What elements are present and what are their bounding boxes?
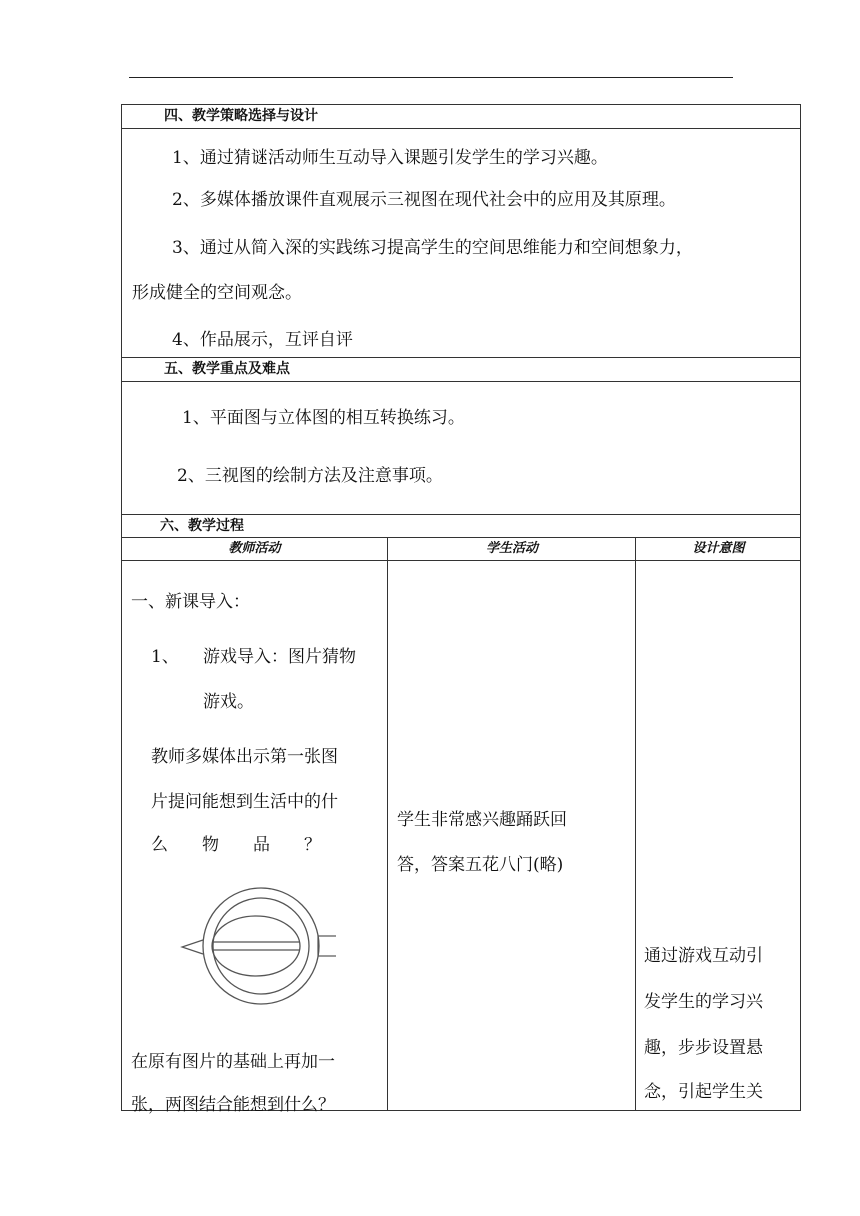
column-divider-2 (635, 537, 636, 1111)
column-header-teacher: 教师活动 (121, 537, 388, 561)
strategy-section (121, 104, 801, 358)
key-points-section (121, 357, 801, 515)
teacher-step-number: 1、 (151, 647, 179, 667)
key-point-2: 2、三视图的绘制方法及注意事项。 (177, 466, 443, 486)
lesson-plan-table (121, 104, 803, 1115)
teacher-paragraph-1-line-2: 片提问能想到生活中的什 (151, 792, 338, 812)
key-point-1: 1、平面图与立体图的相互转换练习。 (182, 408, 465, 428)
design-intent-line-4: 念，引起学生关 (644, 1082, 763, 1102)
process-columns (121, 537, 803, 1115)
teacher-heading: 一、新课导入： (131, 592, 250, 612)
teacher-step-text: 游戏导入：图片猜物 (203, 647, 356, 667)
strategy-item-3-cont: 形成健全的空间观念。 (132, 283, 302, 303)
teapot-top-view-figure (176, 882, 336, 1012)
header-rule (129, 77, 733, 78)
column-header-student: 学生活动 (388, 537, 636, 561)
student-activity-line-2: 答，答案五花八门(略) (397, 855, 564, 875)
teacher-paragraph-2-line-1: 在原有图片的基础上再加一 (131, 1052, 335, 1072)
student-activity-line-1: 学生非常感兴趣踊跃回 (397, 810, 567, 830)
strategy-item-3: 3、通过从简入深的实践练习提高学生的空间思维能力和空间想象力， (172, 238, 693, 258)
design-intent-line-1: 通过游戏互动引 (644, 946, 763, 966)
strategy-item-4: 4、作品展示，互评自评 (172, 330, 353, 350)
design-intent-line-3: 趣，步步设置悬 (644, 1038, 763, 1058)
strategy-item-2: 2、多媒体播放课件直观展示三视图在现代社会中的应用及其原理。 (172, 190, 676, 210)
column-header-intent: 设计意图 (636, 537, 801, 561)
process-section-header (121, 514, 801, 538)
teacher-paragraph-1-line-1: 教师多媒体出示第一张图 (151, 747, 338, 767)
strategy-item-1: 1、通过猜谜活动师生互动导入课题引发学生的学习兴趣。 (172, 148, 608, 168)
process-title: 六、教学过程 (160, 518, 244, 534)
teacher-paragraph-2-line-2: 张，两图结合能想到什么？ (131, 1095, 335, 1115)
teacher-step-text-cont: 游戏。 (203, 692, 254, 712)
key-points-title: 五、教学重点及难点 (122, 358, 800, 382)
design-intent-line-2: 发学生的学习兴 (644, 992, 763, 1012)
strategy-title: 四、教学策略选择与设计 (122, 105, 800, 129)
column-divider-1 (387, 537, 388, 1111)
teacher-paragraph-1-line-3: 么 物 品 ？ (151, 835, 321, 855)
